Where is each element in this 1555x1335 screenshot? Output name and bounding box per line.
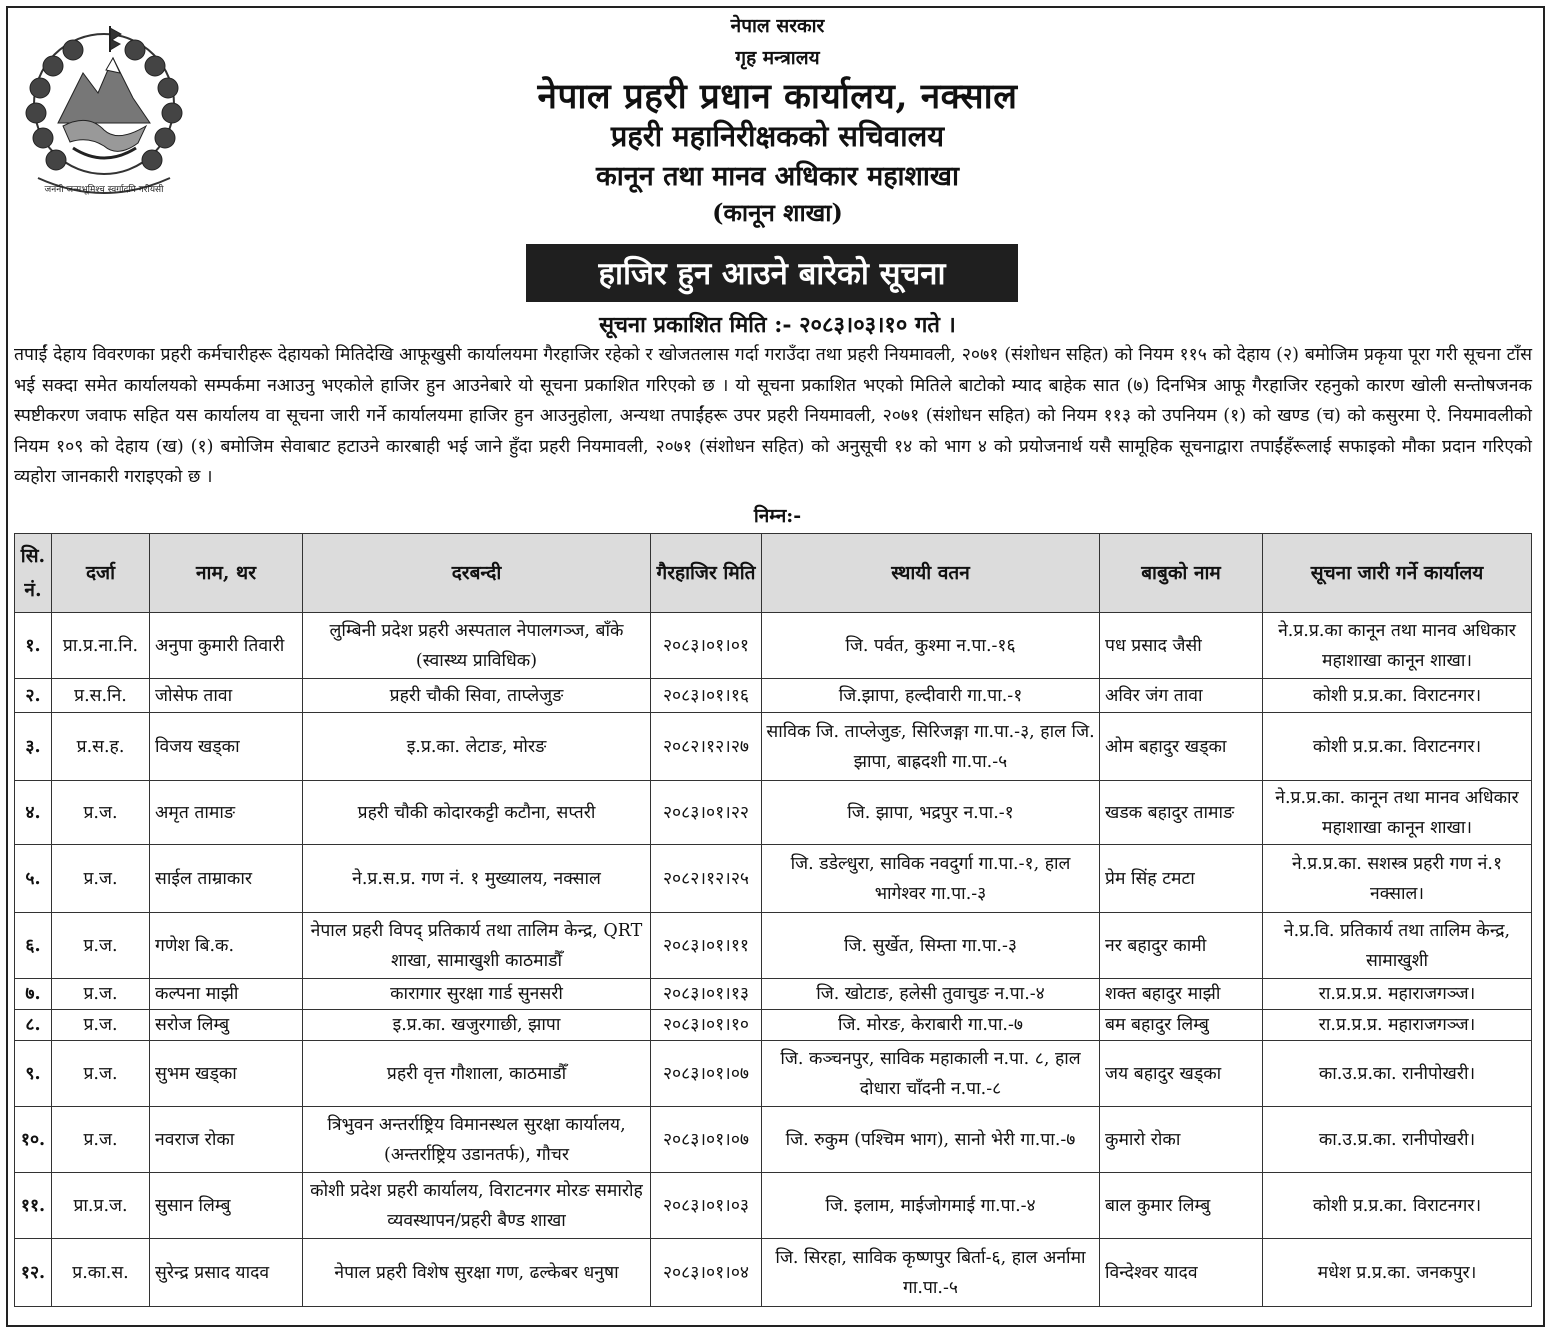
row-father-name: पध प्रसाद जैसी [1100,613,1263,679]
table-row [15,1107,1532,1173]
row-father-name: नर बहादुर कामी [1100,913,1263,979]
row-father-name: शक्त बहादुर माझी [1100,979,1263,1010]
header-government: नेपाल सरकार [730,15,825,37]
row-serial: ३. [15,713,52,781]
row-issuing-office: कोशी प्र.प्र.का. विराटनगर। [1263,679,1532,713]
row-issuing-office: रा.प्र.प्र.प्र. महाराजगञ्ज। [1263,979,1532,1010]
row-post: ने.प्र.स.प्र. गण नं. १ मुख्यालय, नक्साल [303,845,651,913]
row-name: सुभम खड्का [150,1041,303,1107]
row-address: जि. मोरङ, केराबारी गा.पा.-७ [762,1010,1100,1041]
row-name: गणेश बि.क. [150,913,303,979]
row-rank: प्र.ज. [52,913,150,979]
row-rank: प्र.का.स. [52,1239,150,1307]
row-absent-date: २०८३।०१।०३ [651,1173,762,1239]
row-address: साविक जि. ताप्लेजुङ, सिरिजङ्गा गा.पा.-३, हाल जि. झापा, बाह्रदशी गा.पा.-५ [762,713,1100,781]
row-serial: ४. [15,781,52,845]
row-name: साईल ताम्राकार [150,845,303,913]
row-serial: ५. [15,845,52,913]
row-absent-date: २०८३।०१।०७ [651,1107,762,1173]
table-row [15,979,1532,1010]
header-office: नेपाल प्रहरी प्रधान कार्यालय, नक्साल [537,76,1018,117]
list-heading: निम्न:- [753,505,802,527]
row-issuing-office: कोशी प्र.प्र.का. विराटनगर। [1263,1173,1532,1239]
row-name: कल्पना माझी [150,979,303,1010]
table-row [15,845,1532,913]
row-serial: ६. [15,913,52,979]
row-address: जि. रुकुम (पश्चिम भाग), सानो भेरी गा.पा.-७ [762,1107,1100,1173]
col-header-sn: सि. नं. [15,534,52,613]
table-row [15,1173,1532,1239]
table-body [15,613,1532,1307]
row-issuing-office: मधेश प्र.प्र.का. जनकपुर। [1263,1239,1532,1307]
row-issuing-office: कोशी प्र.प्र.का. विराटनगर। [1263,713,1532,781]
col-header-post: दरबन्दी [303,534,651,613]
header-section: (कानून शाखा) [712,198,843,227]
row-serial: १०. [15,1107,52,1173]
row-name: सुरेन्द्र प्रसाद यादव [150,1239,303,1307]
row-post: प्रहरी चौकी सिवा, ताप्लेजुङ [303,679,651,713]
row-father-name: प्रेम सिंह टमटा [1100,845,1263,913]
row-name: विजय खड्का [150,713,303,781]
row-rank: प्र.ज. [52,1107,150,1173]
row-post: प्रहरी वृत्त गौशाला, काठमाडौँ [303,1041,651,1107]
row-name: नवराज रोका [150,1107,303,1173]
row-rank: प्रा.प्र.ज. [52,1173,150,1239]
row-father-name: अविर जंग तावा [1100,679,1263,713]
published-date: सूचना प्रकाशित मिति :- २०८३।०३।१० गते । [599,312,956,338]
row-name: सुसान लिम्बु [150,1173,303,1239]
row-address: जि. झापा, भद्रपुर न.पा.-१ [762,781,1100,845]
row-post: नेपाल प्रहरी विशेष सुरक्षा गण, ढल्केबर धनुषा [303,1239,651,1307]
absentee-table [14,533,1532,1307]
row-rank: प्र.स.ह. [52,713,150,781]
row-name: जोसेफ तावा [150,679,303,713]
row-father-name: ओम बहादुर खड्का [1100,713,1263,781]
row-address: जि. खोटाङ, हलेसी तुवाचुङ न.पा.-४ [762,979,1100,1010]
row-address: जि. सुर्खेत, सिम्ता गा.पा.-३ [762,913,1100,979]
row-address: जि. डडेल्धुरा, साविक नवदुर्गा गा.पा.-१, हाल भागेश्वर गा.पा.-३ [762,845,1100,913]
row-absent-date: २०८२।१२।२५ [651,845,762,913]
row-name: सरोज लिम्बु [150,1010,303,1041]
row-issuing-office: ने.प्र.प्र.का. कानून तथा मानव अधिकार महाशाखा कानून शाखा। [1263,781,1532,845]
row-address: जि. कञ्चनपुर, साविक महाकाली न.पा. ८, हाल दोधारा चाँदनी न.पा.-८ [762,1041,1100,1107]
row-issuing-office: रा.प्र.प्र.प्र. महाराजगञ्ज। [1263,1010,1532,1041]
row-rank: प्र.स.नि. [52,679,150,713]
row-serial: २. [15,679,52,713]
row-father-name: जय बहादुर खड्का [1100,1041,1263,1107]
row-post: कारागार सुरक्षा गार्ड सुनसरी [303,979,651,1010]
row-address: जि. पर्वत, कुश्मा न.पा.-१६ [762,613,1100,679]
header-division: कानून तथा मानव अधिकार महाशाखा [596,161,959,192]
table-row [15,1041,1532,1107]
table-row [15,1239,1532,1307]
row-absent-date: २०८२।१२।२७ [651,713,762,781]
row-absent-date: २०८३।०१।१३ [651,979,762,1010]
row-rank: प्र.ज. [52,781,150,845]
col-header-address: स्थायी वतन [762,534,1100,613]
row-father-name: खडक बहादुर तामाङ [1100,781,1263,845]
row-father-name: विन्देश्वर यादव [1100,1239,1263,1307]
row-father-name: बम बहादुर लिम्बु [1100,1010,1263,1041]
table-header-row [15,534,1532,613]
row-serial: ८. [15,1010,52,1041]
table-row [15,913,1532,979]
table-row [15,713,1532,781]
row-father-name: बाल कुमार लिम्बु [1100,1173,1263,1239]
notice-title: हाजिर हुन आउने बारेको सूचना [526,244,1018,302]
col-header-absent-date: गैरहाजिर मिति [651,534,762,613]
row-post: लुम्बिनी प्रदेश प्रहरी अस्पताल नेपालगञ्ज, बाँके (स्वास्थ्य प्राविधिक) [303,613,651,679]
notice-body-paragraph: तपाईं देहाय विवरणका प्रहरी कर्मचारीहरू देहायको मितिदेखि आफूखुसी कार्यालयमा गैरहाजिर रहेको र खोजतलास गर्दा गराउँदा तथा प्रहरी नियमावली, २०७१ (संशोधन सहित) को नियम ११५ को देहाय (२) बमोजिम प्रकृया पूरा गरी सूचना टाँस भई सक्दा समेत कार्यालयको सम्पर्कमा नआउनु भएकोले हाजिर हुन आउनेबारे यो सूचना प्रकाशित गरिएको छ । यो सूचना प्रकाशित भएको मितिले बाटोको म्याद बाहेक सात (७) दिनभित्र आफू गैरहाजिर रहनुको कारण खोली सन्तोषजनक स्पष्टीकरण जवाफ सहित यस कार्यालय वा सूचना जारी गर्ने कार्यालयमा हाजिर हुन आउनुहोला, अन्यथा तपाईंहरू उपर प्रहरी नियमावली, २०७१ (संशोधन सहित) को नियम ११३ को उपनियम (१) को खण्ड (च) को कसुरमा ऐ. नियमावलीको नियम १०९ को देहाय (ख) (१) बमोजिम सेवाबाट हटाउने कारबाही भई जाने हुँदा प्रहरी नियमावली, २०७१ (संशोधन सहित) को अनुसूची १४ को भाग ४ को प्रयोजनार्थ यसै सामूहिक सूचनाद्वारा तपाईंहँरूलाई सफाइको मौका प्रदान गरिएको व्यहोरा जानकारी गराइएको छ । [14,345,1532,487]
row-rank: प्रा.प्र.ना.नि. [52,613,150,679]
table-row [15,1010,1532,1041]
row-rank: प्र.ज. [52,979,150,1010]
row-post: नेपाल प्रहरी विपद् प्रतिकार्य तथा तालिम केन्द्र, QRT शाखा, सामाखुशी काठमाडौँ [303,913,651,979]
row-serial: ७. [15,979,52,1010]
row-name: अमृत तामाङ [150,781,303,845]
col-header-issuing-office: सूचना जारी गर्ने कार्यालय [1263,534,1532,613]
header-secretariat: प्रहरी महानिरीक्षकको सचिवालय [610,119,945,153]
row-absent-date: २०८३।०१।०१ [651,613,762,679]
row-father-name: कुमारो रोका [1100,1107,1263,1173]
row-rank: प्र.ज. [52,1010,150,1041]
col-header-name: नाम, थर [150,534,303,613]
svg-text:जननी जन्मभूमिश्च स्वर्गादपि गर: जननी जन्मभूमिश्च स्वर्गादपि गरीयसी [44,185,164,195]
row-rank: प्र.ज. [52,845,150,913]
row-absent-date: २०८३।०१।०४ [651,1239,762,1307]
row-issuing-office: ने.प्र.प्र.का. सशस्त्र प्रहरी गण नं.१ नक्साल। [1263,845,1532,913]
header-ministry: गृह मन्त्रालय [735,47,820,69]
row-post: त्रिभुवन अन्तर्राष्ट्रिय विमानस्थल सुरक्षा कार्यालय, (अन्तर्राष्ट्रिय उडानतर्फ), गौचर [303,1107,651,1173]
row-issuing-office: का.उ.प्र.का. रानीपोखरी। [1263,1107,1532,1173]
row-serial: १२. [15,1239,52,1307]
row-name: अनुपा कुमारी तिवारी [150,613,303,679]
row-rank: प्र.ज. [52,1041,150,1107]
row-serial: १. [15,613,52,679]
row-absent-date: २०८३।०१।०७ [651,1041,762,1107]
row-absent-date: २०८३।०१।१० [651,1010,762,1041]
row-post: इ.प्र.का. लेटाङ, मोरङ [303,713,651,781]
row-serial: ९. [15,1041,52,1107]
row-absent-date: २०८३।०१।१६ [651,679,762,713]
table-row [15,613,1532,679]
row-issuing-office: का.उ.प्र.का. रानीपोखरी। [1263,1041,1532,1107]
row-issuing-office: ने.प्र.वि. प्रतिकार्य तथा तालिम केन्द्र, सामाखुशी [1263,913,1532,979]
row-address: जि.झापा, हल्दीवारी गा.पा.-१ [762,679,1100,713]
row-post: कोशी प्रदेश प्रहरी कार्यालय, विराटनगर मोरङ समारोह व्यवस्थापन/प्रहरी बैण्ड शाखा [303,1173,651,1239]
row-address: जि. इलाम, माईजोगमाई गा.पा.-४ [762,1173,1100,1239]
col-header-father-name: बाबुको नाम [1100,534,1263,613]
row-post: प्रहरी चौकी कोदारकट्टी कटौना, सप्तरी [303,781,651,845]
table-row [15,781,1532,845]
row-serial: ११. [15,1173,52,1239]
row-post: इ.प्र.का. खजुरगाछी, झापा [303,1010,651,1041]
row-absent-date: २०८३।०१।११ [651,913,762,979]
row-issuing-office: ने.प्र.प्र.का कानून तथा मानव अधिकार महाशाखा कानून शाखा। [1263,613,1532,679]
col-header-rank: दर्जा [52,534,150,613]
row-address: जि. सिरहा, साविक कृष्णपुर बिर्ता-६, हाल अर्नामा गा.पा.-५ [762,1239,1100,1307]
table-row [15,679,1532,713]
row-absent-date: २०८३।०१।२२ [651,781,762,845]
